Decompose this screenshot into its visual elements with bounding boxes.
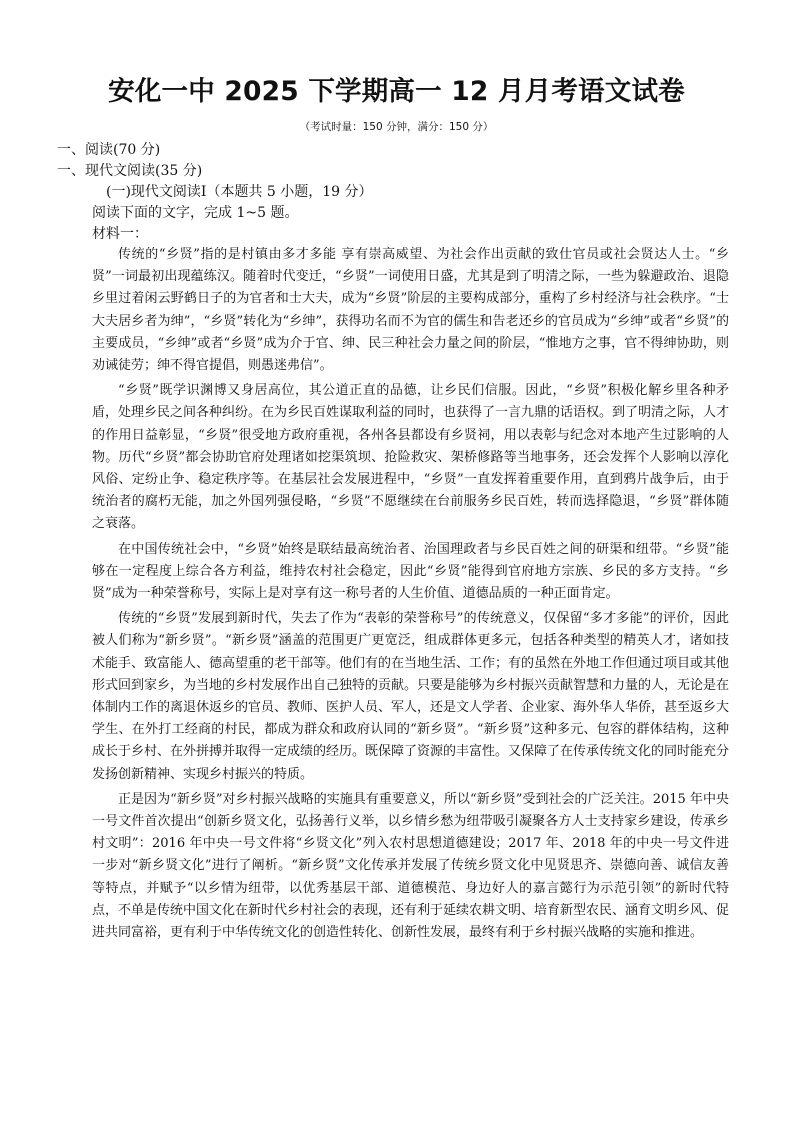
material-label: 材料一： — [92, 226, 148, 242]
subsection-heading-reading-1: (一)现代文阅读Ⅰ（本题共 5 小题，19 分） — [106, 184, 373, 200]
section-heading-modern-reading: 一、现代文阅读(35 分) — [57, 163, 203, 179]
paragraph: 传统的“乡贤”发展到新时代，失去了作为“表彰的荣誉称号”的传统意义，仅保留“多才多能”的评价，因此被人们称为“新乡贤”。“新乡贤”涵盖的范围更广更宽泛，组成群体更多元，包括各种类型的精英人才，诸如技术能手、致富能人、德高望重的老干部等。他们有的在当地生活、工作；有的虽然在外地工作但通过项目或其他形式回到家乡，为当地的乡村发展作出自己独特的贡献。只要是能够为乡村振兴贡献智慧和力量的人，无论是在体制内工作的离退休返乡的官员、教师、医护人员、军人，还是文人学者、企业家、海外华人华侨，甚至返乡大学生、在外打工经商的村民，都成为群众和政府认同的“新乡贤”。“新乡贤”这种多元、包容的群体结构，这种成长于乡村、在外拼搏并取得一定成绩的经历。既保障了资源的丰富性。又保障了在传承传统文化的同时能充分发扬创新精神、实现乡村振兴的特质。 — [92, 611, 730, 782]
paragraph: 在中国传统社会中，“乡贤”始终是联结最高统治者、治国理政者与乡民百姓之间的研渠和纽带。“乡贤”能够在一定程度上综合各方利益，维持农村社会稳定，因此“乡贤”能得到官府地方宗族、乡民的多方支持。“乡贤”成为一种荣誉称号，实际上是对享有这一称号者的人生价值、道德品质的一种正面肯定。 — [92, 541, 729, 602]
paragraph: 正是因为“新乡贤”对乡村振兴战略的实施具有重要意义，所以“新乡贤”受到社会的广泛关注。2015 年中央一号文件首次提出“创新乡贤文化，弘扬善行义举，以乡情乡愁为纽带吸引凝聚各方人士支持家乡建设，传承乡村文明”：2016 年中央一号文件将“乡贤文化”列入农村思想道德建设；2017 年、2018 年的中央一号文件进一步对“新乡贤文化”进行了阐析。“新乡贤”文化传承并发展了传统乡贤文化中见贤思齐、崇德向善、诚信友善等特点，并赋予“以乡情为纽带，以优秀基层干部、道德模范、身边好人的嘉言懿行为示范引领”的新时代特点，不单是传统中国文化在新时代乡村社会的表现，还有利于延续农耕文明、培育新型农民、涵育文明乡风、促进共同富裕，更有利于中华传统文化的创造性转化、创新性发展，最终有利于乡村振兴战略的实施和推进。 — [92, 791, 730, 941]
reading-instruction: 阅读下面的文字，完成 1~5 题。 — [92, 205, 299, 221]
paragraph: “乡贤”既学识渊博又身居高位，其公道正直的品德，让乡民们信服。因此，“乡贤”积极化解乡里各种矛盾，处理乡民之间各种纠纷。在为乡民百姓谋取利益的同时，也获得了一言九鼎的话语权。到了明清之际，人才的作用日益彰显，“乡贤”很受地方政府重视，各州各县都设有乡贤祠，用以表彰与纪念对本地产生过影响的人物。历代“乡贤”都会协助官府处理诸如挖渠筑坝、抢险救灾、架桥修路等当地事务，还会发挥个人影响以淳化风俗、定纷止争、稳定秩序等。在基层社会发展进程中，“乡贤”一直发挥着重要作用，直到鸦片战争后，由于统治者的腐朽无能，加之外国列强侵略，“乡贤”不愿继续在台前服务乡民百姓，转而选择隐退，“乡贤”群体随之衰落。 — [92, 383, 730, 532]
exam-info: （考试时量：150 分钟，满分：150 分） — [299, 121, 494, 133]
paragraph: 传统的“乡贤”指的是村镇由多才多能 享有崇高威望、为社会作出贡献的致仕官员或社会贤达人士。“乡贤”一词最初出现蕴练汉。随着时代变迁，“乡贤”一词使用日盛，尤其是到了明清之际，一些为躲避政治、退隐乡里过着闲云野鹤日子的为官者和士大夫，成为“乡贤”阶层的主要构成部分，重构了乡村经济与社会秩序。“士大夫居乡者为绅”，“乡贤”转化为“乡绅”，获得功名而不为官的儒生和告老还乡的官员成为“乡绅”或者“乡贤”的主要成员，“乡绅”或者“乡贤”成为介于官、绅、民三种社会力量之间的阶层，“惟地方之事，官不得绅协助，则劝诫徒劳；绅不得官提倡，则愚迷弗信”。 — [92, 247, 729, 374]
page-title: 安化一中 2025 下学期高一 12 月月考语文试卷 — [108, 76, 685, 107]
section-heading-reading: 一、阅读(70 分) — [57, 142, 161, 158]
material-text — [92, 244, 729, 947]
